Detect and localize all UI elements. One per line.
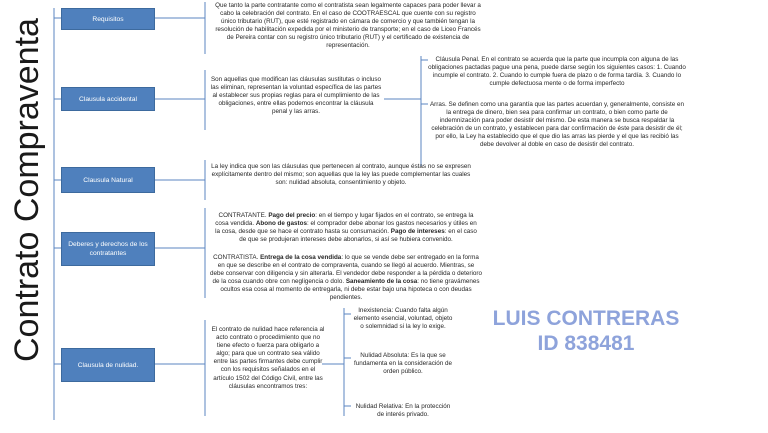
nulidad-relativa-text: Nulidad Relativa: En la protección de interés privado. xyxy=(355,403,451,419)
entrega-cosa-label: Entrega de la cosa vendida xyxy=(260,254,342,261)
contratante-text xyxy=(212,212,480,244)
pago-intereses-text: : en el caso de que se produjeran intereses debe abonarlos, si así se hubiera convenido. xyxy=(239,228,477,244)
contratista-lead: CONTRATISTA. xyxy=(213,254,261,261)
pago-precio-label: Pago del precio xyxy=(268,212,316,219)
category-clausula-natural: Clausula Natural xyxy=(61,167,155,193)
abono-gastos-text: : el comprador debe abonar los gastos necesarios y útiles en la cosa, desde que se hace el contrato hasta su consumación. xyxy=(215,220,477,236)
pago-precio-text: : en el tiempo y lugar fijados en el contrato, se entrega la cosa vendida. xyxy=(215,212,474,228)
saneamiento-label: Saneamiento de la cosa xyxy=(345,278,418,286)
category-clausula-nulidad: Clausula de nulidad. xyxy=(61,348,155,382)
abono-gastos-label: Abono de gastos xyxy=(255,220,307,228)
category-requisitos: Requisitos xyxy=(61,8,155,30)
contratista-text xyxy=(210,254,482,303)
natural-text: La ley indica que son las cláusulas que pertenecen al contrato, aunque éstas no se expresen explícitamente dentro del mismo; son aquellas que la ley las puede complementar las cuales son: nulidad absoluta, consentimiento y objeto. xyxy=(211,163,471,187)
arras-text: Arras. Se definen como una garantía que las partes acuerdan y, generalmente, consiste en la entrega de dinero, bien sea para confirmar un contrato, o bien como parte de indemnización para poder desistir del mismo. De esta manera se busca respaldar la celebración de un contrato, y establecen para dar confirmación de éste para desistir de él; por ello, la Ley ha establecido que el que dio las arras las pierde y el que las recibió las debe devolver al doble en caso de desistir del contrato. xyxy=(429,101,684,149)
pago-intereses-label: Pago de intereses xyxy=(390,228,445,236)
nulidad-text: El contrato de nulidad hace referencia al acto contrato o procedimiento que no tiene efecto o fuerza para obligarlo a algo; para que un contrato sea válido entre las partes firmantes debe cumplir con los requisitos señalados en el artículo 1502 del Código Civil, entre las cláusulas encontramos tres: xyxy=(211,326,325,390)
clausula-penal-text: Cláusula Penal. En el contrato se acuerda que la parte que incumpla con alguna de las obligaciones pactadas pague una pena, puede darse según los siguientes casos: 1. Cuando incumple el contrato. 2. Cuando lo cumple fuera de plazo o de forma tardía. 3. Cuando lo cumple defectuosa mente o de forma imperfecto xyxy=(428,56,686,88)
category-clausula-accidental: Clausula accidental xyxy=(61,87,155,111)
author-signature xyxy=(486,306,686,356)
author-id: ID 838481 xyxy=(537,332,635,355)
nulidad-absoluta-text: Nulidad Absoluta: Es la que se fundamenta en la consideración de orden público. xyxy=(353,352,453,376)
inexistencia-text: Inexistencia: Cuando falta algún elemento esencial, voluntad, objeto o solemnidad si la ley lo exige. xyxy=(353,307,453,331)
category-deberes-derechos: Deberes y derechos de los contratantes xyxy=(61,232,155,266)
contratante-lead: CONTRATANTE. xyxy=(218,212,269,219)
diagram-title: Contrato Compraventa xyxy=(8,18,46,362)
author-name: LUIS CONTRERAS xyxy=(492,307,680,330)
requisitos-text: Que tanto la parte contratante como el contratista sean legalmente capaces para poder llevar a cabo la celebración del contrato. En el caso de COOTRAESCAL que cuente con su registro único tributario (RUT), que esté registrado en cámara de comercio y que también tengan la resolución de habilitación expedida por el ministerio de transporte; en el caso de Liceo Francés de Pereira contar con su registro único tributario (RUT) y el certificado de existencia de representación. xyxy=(215,2,481,50)
saneamiento-text: : no tiene gravámenes ocultos esa cosa al momento de entregarla, ni debe estar bajo una hipoteca o con deudas pendientes. xyxy=(220,278,480,302)
entrega-cosa-text: : lo que se vende debe ser entregado en la forma en que se describe en el contrato de compraventa, cuando se llegó al acuerdo. Mientras, se debe conservar con diligencia y sin alterarla. El vendedor debe responder a la pérdida o deterioro de la cosa cuando obre con negligencia o dolo. xyxy=(210,254,482,286)
accidental-text: Son aquellas que modifican las cláusulas sustitutas o incluso las eliminan, representan la voluntad específica de las partes al establecer sus propias reglas para el cumplimiento de las obligaciones, entre ellas podemos encontrar la cláusula penal y las arras. xyxy=(210,76,382,116)
